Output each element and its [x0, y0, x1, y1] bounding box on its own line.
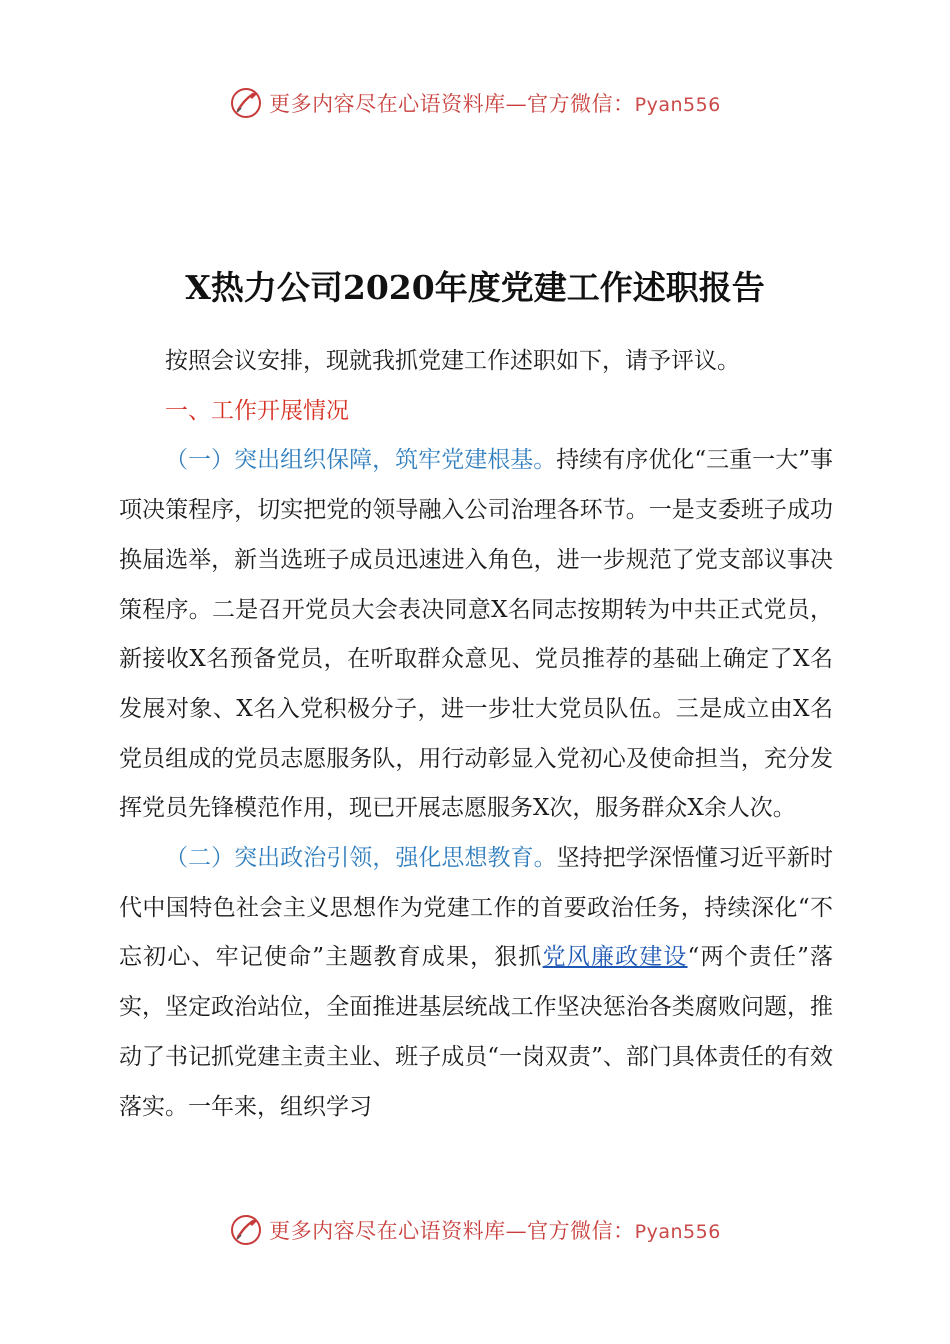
watermark-cn: 更多内容尽在心语资料库 [269, 1219, 506, 1243]
item-2-body-start: 坚持把学深悟懂习近平新时代中国特色社会主义思想作为党建工作的首要政治任务，持续深化“不忘初心、牢记使命”主题教育成果，狠抓 [119, 845, 834, 971]
watermark-label: 官方微信： [527, 1219, 635, 1243]
watermark-text [269, 88, 721, 118]
watermark-dash: — [505, 1219, 528, 1243]
section-heading: 一、工作开展情况 [165, 397, 349, 424]
item-1-paragraph [119, 436, 833, 834]
watermark-label: 官方微信： [527, 92, 635, 116]
intro-paragraph: 按照会议安排，现就我抓党建工作述职如下，请予评议。 [165, 348, 740, 374]
watermark-dash: — [505, 92, 528, 116]
watermark-cn: 更多内容尽在心语资料库 [269, 92, 506, 116]
item-1-heading: （一）突出组织保障，筑牢党建根基。 [165, 447, 557, 474]
watermark-wechat-id: Pyan556 [634, 94, 721, 116]
watermark-wechat-id: Pyan556 [634, 1221, 721, 1243]
header-watermark [0, 83, 950, 123]
item-2-heading: （二）突出政治引领，强化思想教育。 [165, 845, 557, 872]
pen-logo-icon [229, 86, 263, 120]
item-2-body-end: “两个责任”落实，坚定政治站位，全面推进基层统战工作坚决惩治各类腐败问题，推动了书记抓党建主责主业、班子成员“一岗双责”、部门具体责任的有效落实。一年来，组织学习 [119, 944, 834, 1120]
item-1-body: 持续有序优化“三重一大”事项决策程序，切实把党的领导融入公司治理各环节。一是支委班子成功换届选举，新当选班子成员迅速进入角色，进一步规范了党支部议事决策程序。二是召开党员大会表决同意X名同志按期转为中共正式党员，新接收X名预备党员，在听取群众意见、党员推荐的基础上确定了X名发展对象、X名入党积极分子，进一步壮大党员队伍。三是成立由X名党员组成的党员志愿服务队，用行动彰显入党初心及使命担当，充分发挥党员先锋模范作用，现已开展志愿服务X次，服务群众X余人次。 [119, 447, 833, 822]
pen-logo-icon [229, 1213, 263, 1247]
document-body [119, 337, 833, 1132]
item-2-paragraph [119, 834, 833, 1132]
party-integrity-link[interactable]: 党风廉政建设 [542, 944, 688, 971]
watermark-text [269, 1215, 721, 1245]
document-title: X热力公司2020年度党建工作述职报告 [185, 268, 765, 307]
footer-watermark [0, 1210, 950, 1250]
